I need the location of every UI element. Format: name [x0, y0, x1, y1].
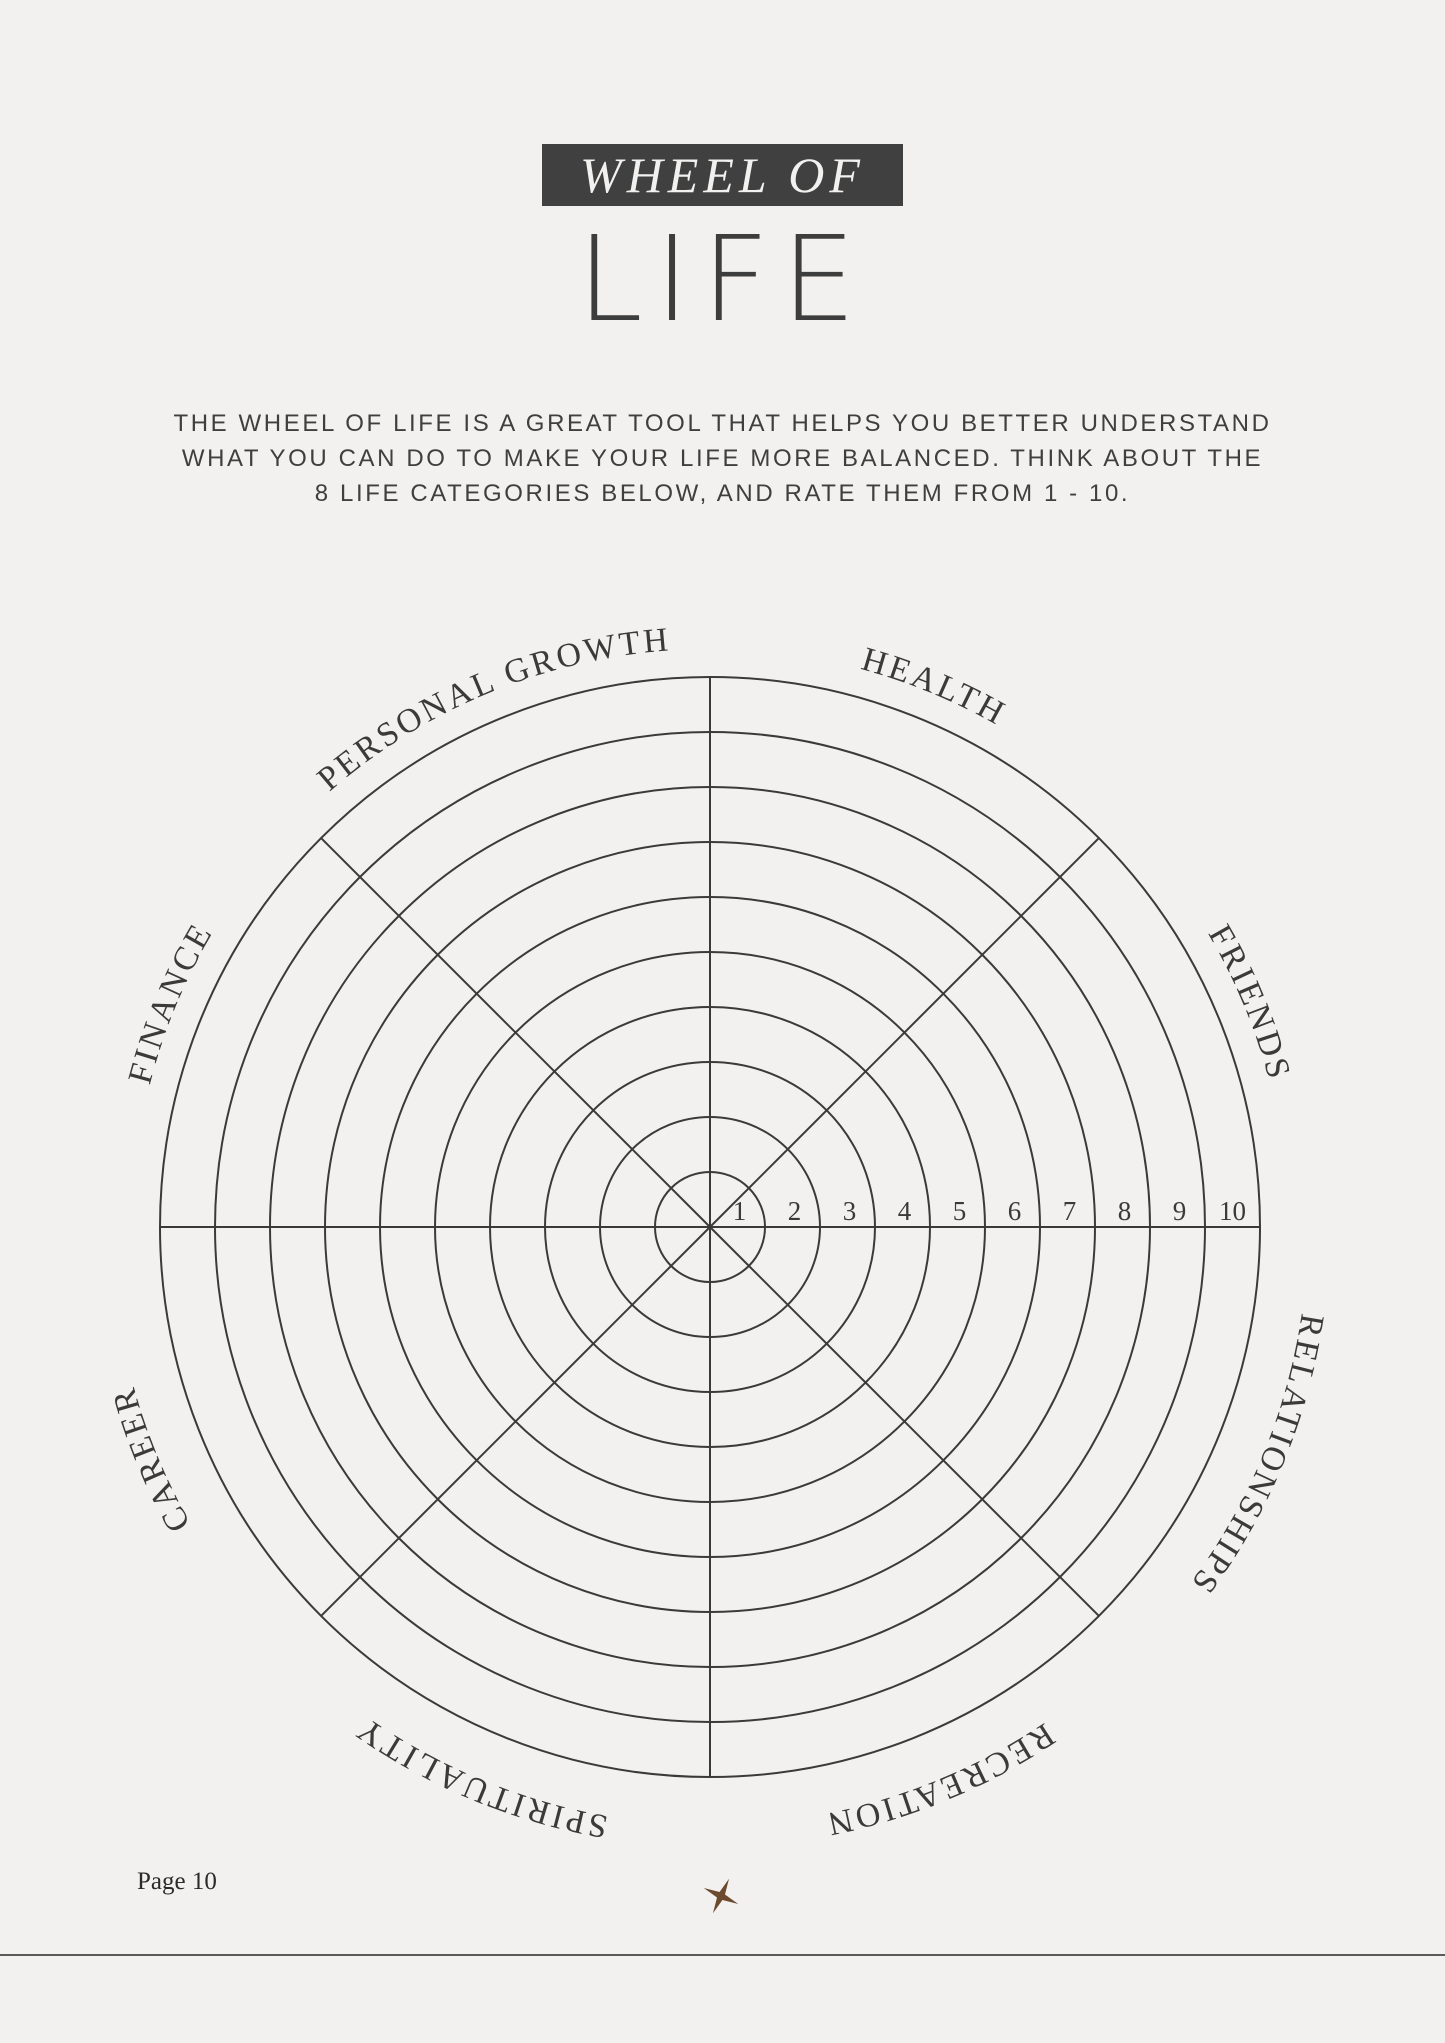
scale-number-2: 2 — [787, 1196, 802, 1226]
footer-divider — [0, 1954, 1445, 1956]
wheel-spoke — [321, 838, 710, 1227]
category-label-spirituality: SPIRITUALITY — [348, 1708, 611, 1845]
scale-number-7: 7 — [1062, 1196, 1077, 1226]
category-label-career: CAREER — [105, 1381, 198, 1538]
category-label-friends: FRIENDS — [1200, 918, 1298, 1085]
star-ornament-icon — [701, 1876, 741, 1916]
scale-number-6: 6 — [1007, 1196, 1022, 1226]
category-label-finance: FINANCE — [121, 916, 221, 1088]
title-top: WHEEL OF — [580, 147, 865, 203]
scale-number-9: 9 — [1172, 1196, 1187, 1226]
page-number: Page 10 — [137, 1868, 217, 1895]
category-label-health: HEALTH — [857, 640, 1013, 734]
wheel-spoke — [710, 838, 1099, 1227]
page-title: LIFE — [577, 210, 868, 348]
scale-number-10: 10 — [1219, 1196, 1246, 1226]
scale-number-4: 4 — [897, 1196, 912, 1226]
category-label-personal-growth: PERSONAL GROWTH — [310, 621, 673, 799]
category-label-relationships: RELATIONSHIPS — [1182, 1311, 1331, 1602]
intro-line: 8 LIFE CATEGORIES BELOW, AND RATE THEM FROM 1 - 10. — [314, 480, 1131, 507]
wheel-spoke — [710, 1227, 1099, 1616]
wheel-spoke — [321, 1227, 710, 1616]
category-label-recreation: RECREATION — [821, 1715, 1061, 1843]
scale-number-5: 5 — [952, 1196, 967, 1226]
intro-line: THE WHEEL OF LIFE IS A GREAT TOOL THAT HELPS YOU BETTER UNDERSTAND — [173, 410, 1272, 437]
scale-number-3: 3 — [842, 1196, 857, 1226]
scale-number-1: 1 — [732, 1196, 747, 1226]
intro-line: WHAT YOU CAN DO TO MAKE YOUR LIFE MORE BALANCED. THINK ABOUT THE — [181, 445, 1264, 472]
scale-number-8: 8 — [1117, 1196, 1132, 1226]
